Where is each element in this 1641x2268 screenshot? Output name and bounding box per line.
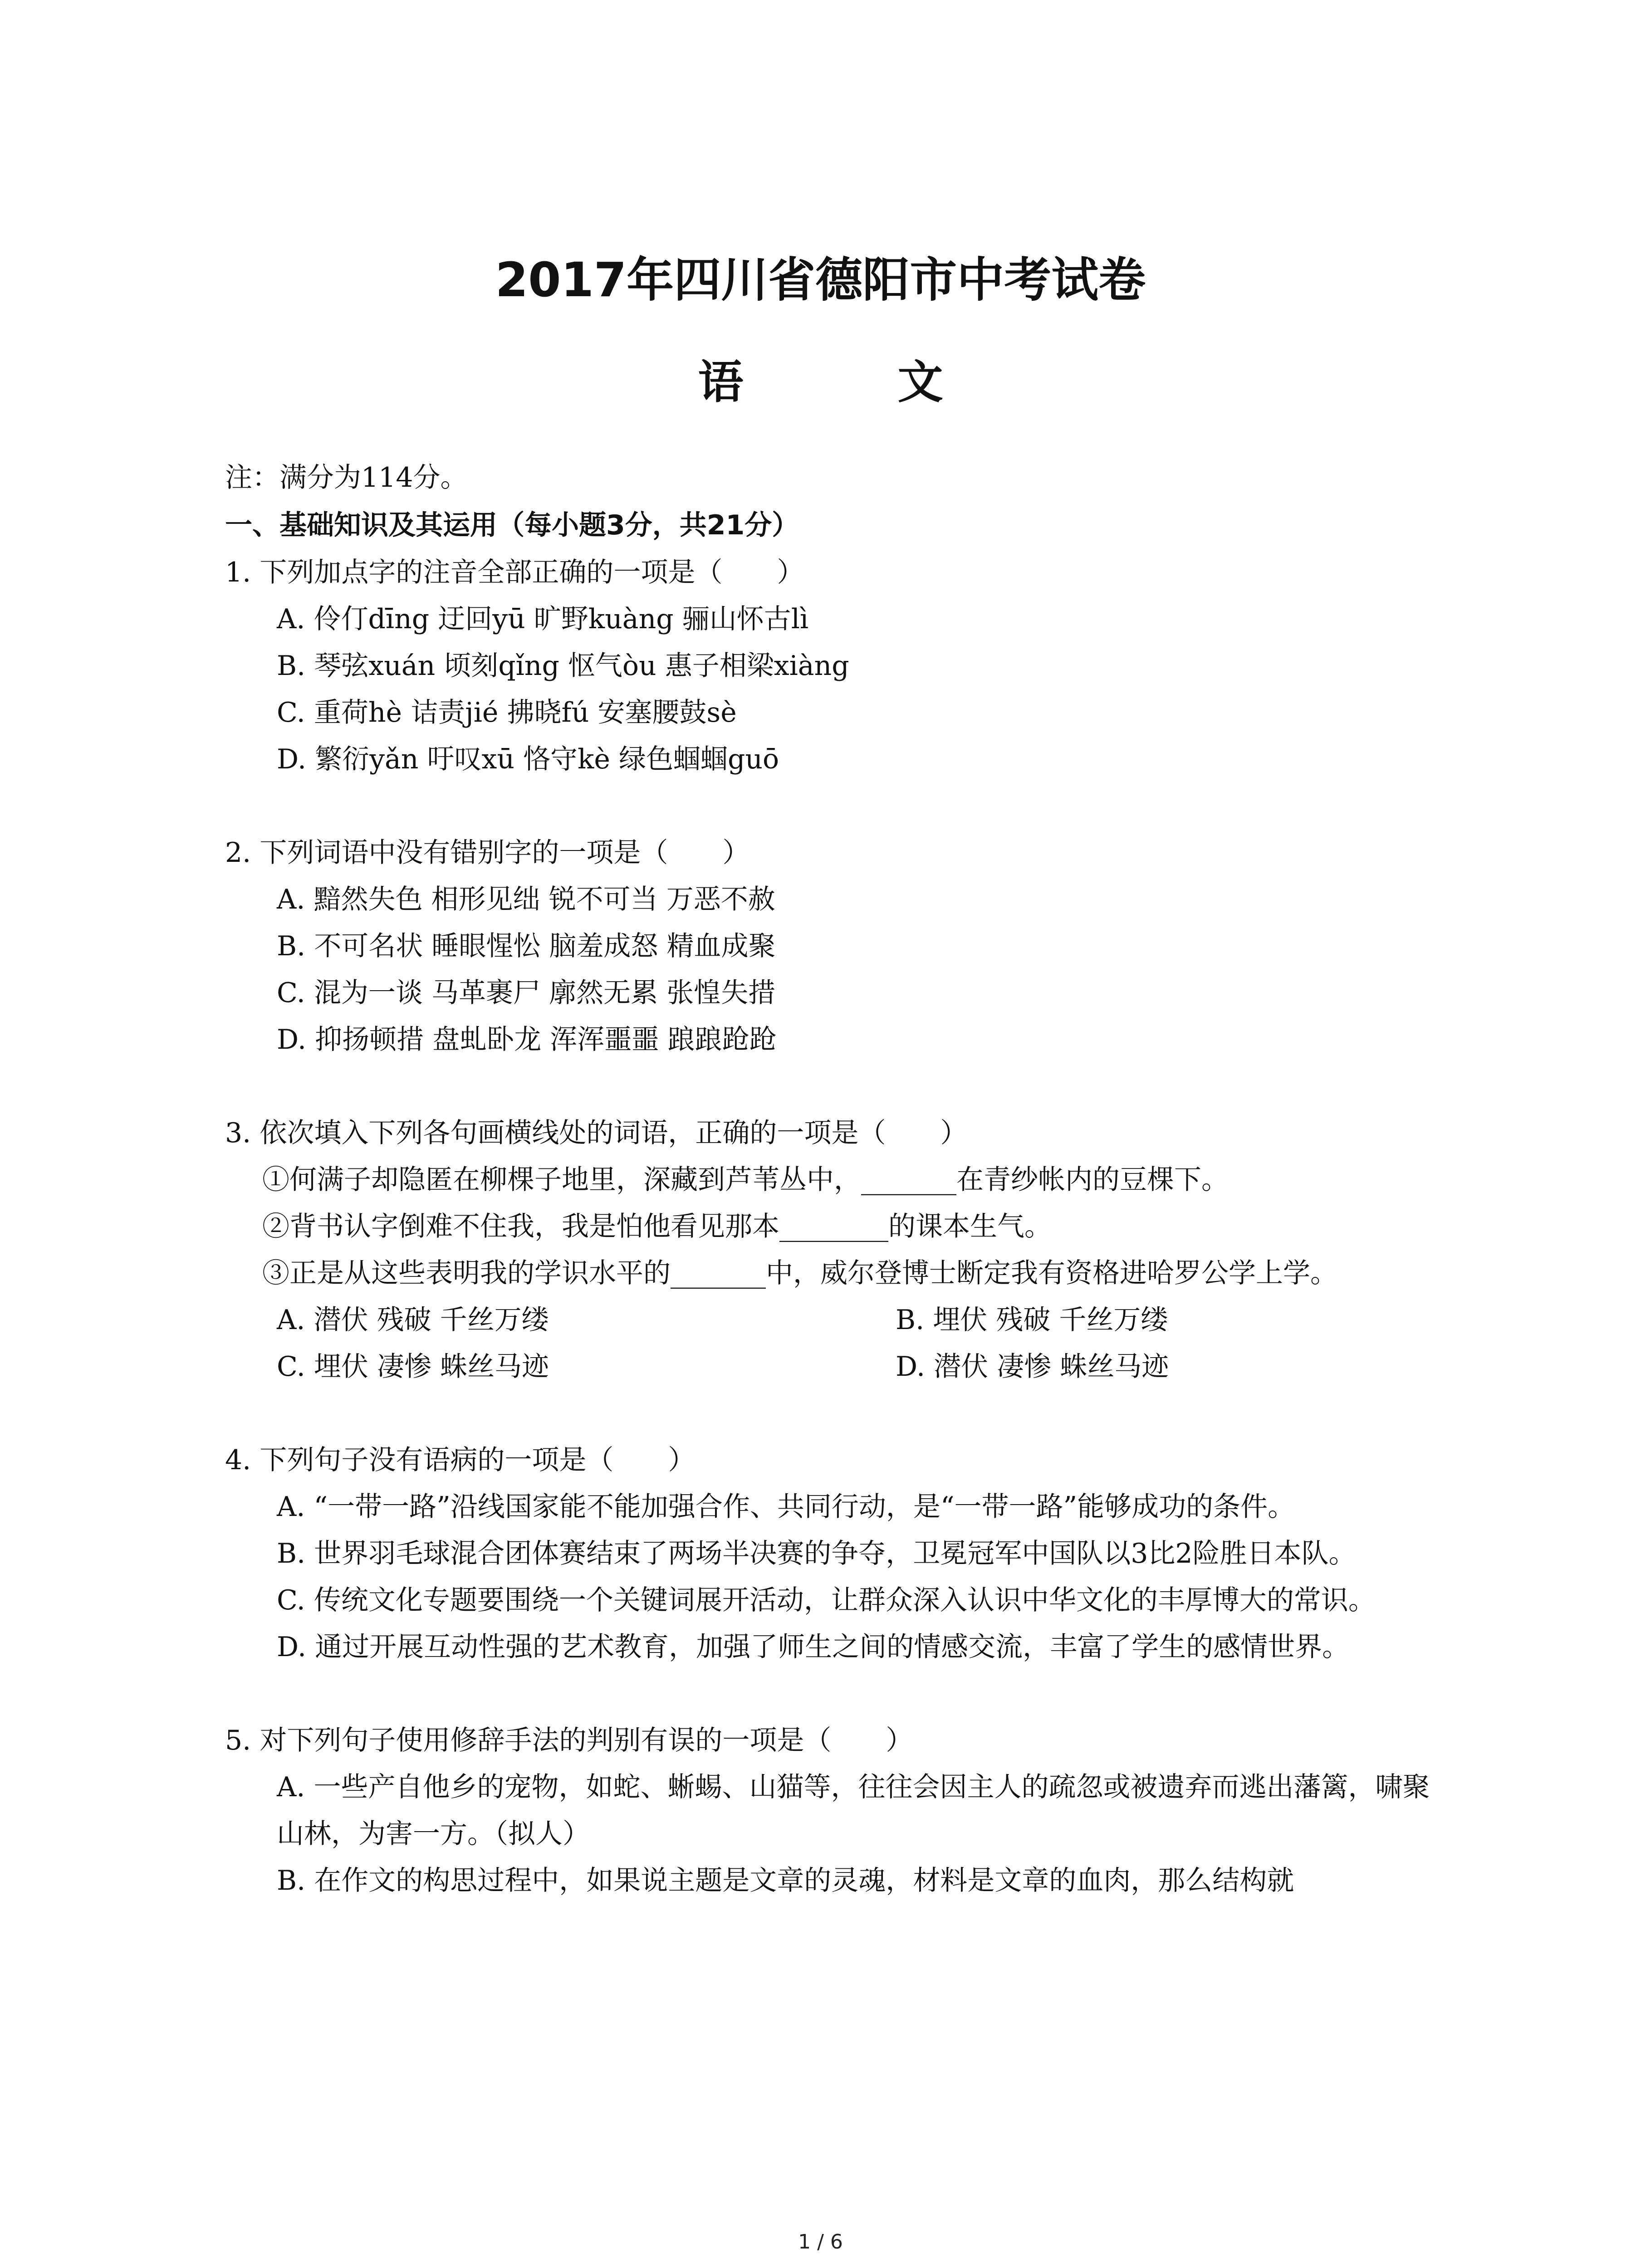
question-stem: 3. 依次填入下列各句画横线处的词语，正确的一项是（ ） bbox=[225, 1117, 968, 1149]
option-d: D. 繁衍yǎn 吁叹xū 恪守kè 绿色蝈蝈guō bbox=[277, 743, 779, 775]
question-stem: 4. 下列句子没有语病的一项是（ ） bbox=[225, 1444, 696, 1476]
option-c: C. 埋伏 凄惨 蛛丝马迹 bbox=[277, 1351, 549, 1383]
option-c: C. 混为一谈 马革裹尸 廓然无累 张惶失措 bbox=[277, 977, 776, 1009]
option-b: B. 在作文的构思过程中，如果说主题是文章的灵魂，材料是文章的血肉，那么结构就 bbox=[277, 1865, 1294, 1897]
sentence-2: ②背书认字倒难不住我，我是怕他看见那本________的课本生气。 bbox=[262, 1211, 1052, 1242]
option-d: D. 抑扬顿措 盘虬卧龙 浑浑噩噩 踉踉跄跄 bbox=[277, 1024, 777, 1056]
option-b: B. 世界羽毛球混合团体赛结束了两场半决赛的争夺，卫冕冠军中国队以3比2险胜日本队。 bbox=[277, 1538, 1356, 1569]
option-b: B. 不可名状 睡眼惺忪 脑羞成怒 精血成聚 bbox=[277, 930, 776, 962]
question-3 bbox=[225, 1110, 1432, 1390]
question-stem: 5. 对下列句子使用修辞手法的判别有误的一项是（ ） bbox=[225, 1725, 913, 1756]
exam-title: 2017年四川省德阳市中考试卷 bbox=[495, 252, 1146, 308]
option-a: A. 一些产自他乡的宠物，如蛇、蜥蜴、山猫等，往往会因主人的疏忽或被遗弃而逃出藩篱，啸聚山林，为害一方。（拟人） bbox=[277, 1771, 1430, 1850]
option-d: D. 通过开展互动性强的艺术教育，加强了师生之间的情感交流，丰富了学生的感情世界。 bbox=[277, 1631, 1350, 1663]
option-c: C. 传统文化专题要围绕一个关键词展开活动，让群众深入认识中华文化的丰厚博大的常识。 bbox=[277, 1584, 1376, 1616]
options-row-1 bbox=[225, 1297, 1432, 1344]
question-4 bbox=[225, 1437, 1432, 1671]
subject-title: 语 文 bbox=[698, 356, 998, 409]
option-a: A. 潜伏 残破 千丝万缕 bbox=[277, 1304, 549, 1336]
option-b: B. 琴弦xuán 顷刻qǐng 怄气òu 惠子相梁xiàng bbox=[277, 650, 849, 682]
question-stem: 1. 下列加点字的注音全部正确的一项是（ ） bbox=[225, 557, 804, 588]
option-c: C. 重荷hè 诘责jié 拂晓fú 安塞腰鼓sè bbox=[277, 697, 737, 728]
option-a: A. 黯然失色 相形见绌 锐不可当 万恶不赦 bbox=[277, 884, 775, 915]
exam-content bbox=[225, 455, 1432, 1904]
option-b: B. 埋伏 残破 千丝万缕 bbox=[896, 1304, 1168, 1336]
option-a: A. “一带一路”沿线国家能不能加强合作、共同行动，是“一带一路”能够成功的条件。 bbox=[277, 1491, 1295, 1523]
question-2 bbox=[225, 830, 1432, 1063]
option-a: A. 伶仃dīng 迂回yū 旷野kuàng 骊山怀古lì bbox=[277, 603, 809, 635]
question-stem: 2. 下列词语中没有错别字的一项是（ ） bbox=[225, 837, 750, 869]
option-d: D. 潜伏 凄惨 蛛丝马迹 bbox=[896, 1351, 1169, 1383]
page-number: 1 / 6 bbox=[798, 2230, 843, 2253]
sentence-3: ③正是从这些表明我的学识水平的_______中，威尔登博士断定我有资格进哈罗公学上学。 bbox=[262, 1257, 1337, 1289]
question-5 bbox=[225, 1717, 1432, 1904]
section-heading: 一、基础知识及其运用（每小题3分，共21分） bbox=[225, 509, 799, 541]
question-1 bbox=[225, 549, 1432, 783]
sentence-1: ①何满子却隐匿在柳棵子地里，深藏到芦苇丛中，_______在青纱帐内的豆棵下。 bbox=[262, 1164, 1229, 1196]
options-row-2 bbox=[225, 1344, 1432, 1390]
score-note: 注：满分为114分。 bbox=[225, 462, 468, 494]
